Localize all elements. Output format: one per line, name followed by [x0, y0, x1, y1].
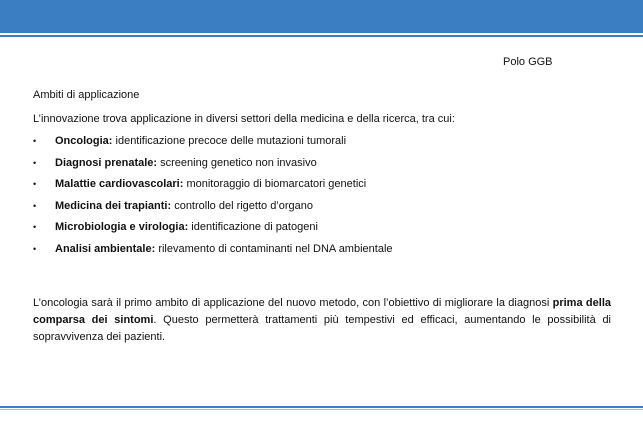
list-item-desc: identificazione di patogeni	[188, 221, 318, 234]
section-title: Ambiti di applicazione	[33, 89, 140, 101]
paragraph-part-1: L’oncologia sarà il primo ambito di applicazione del nuovo metodo, con l’obiettivo di migliorare la diagnosi	[33, 297, 553, 309]
footer-divider-thin	[0, 409, 643, 410]
bullet-icon: •	[33, 136, 37, 146]
body-paragraph	[33, 295, 611, 346]
list-item	[33, 155, 393, 177]
list-item-desc: controllo del rigetto d’organo	[171, 199, 314, 212]
list-item-desc: rilevamento di contaminanti nel DNA ambientale	[155, 242, 393, 255]
bullet-icon: •	[33, 243, 37, 254]
bullet-icon: •	[33, 222, 37, 233]
list-item	[33, 241, 393, 263]
footer-divider	[0, 406, 643, 408]
bullet-icon: •	[33, 179, 37, 190]
list-item	[33, 176, 393, 198]
bullet-icon: •	[33, 157, 37, 168]
intro-text: L’innovazione trova applicazione in diversi settori della medicina e della ricerca, tra cui:	[33, 113, 455, 125]
application-list	[33, 133, 393, 263]
bullet-icon: •	[33, 200, 37, 211]
list-item-term: Oncologia:	[55, 135, 113, 147]
list-item	[33, 133, 393, 155]
list-item-desc: identificazione precoce delle mutazioni tumorali	[112, 135, 347, 147]
list-item-term: Analisi ambientale:	[55, 242, 156, 255]
header-divider	[0, 35, 643, 37]
list-item-desc: monitoraggio di biomarcatori genetici	[183, 178, 367, 191]
paragraph-emphasis: prima della comparsa dei sintomi	[33, 297, 612, 326]
list-item-term: Diagnosi prenatale:	[55, 156, 158, 169]
list-item-desc: screening genetico non invasivo	[157, 156, 317, 169]
header-band	[0, 0, 643, 33]
list-item	[33, 198, 393, 220]
list-item-term: Malattie cardiovascolari:	[55, 178, 184, 191]
list-item-term: Medicina dei trapianti:	[55, 199, 172, 212]
brand-label: Polo GGB	[503, 56, 553, 68]
list-item	[33, 219, 393, 241]
list-item-term: Microbiologia e virologia:	[55, 221, 189, 234]
paragraph-part-2: . Questo permetterà trattamenti più tempestivi ed efficaci, aumentando le possibilità di sopravvivenza dei pazienti.	[33, 314, 612, 343]
